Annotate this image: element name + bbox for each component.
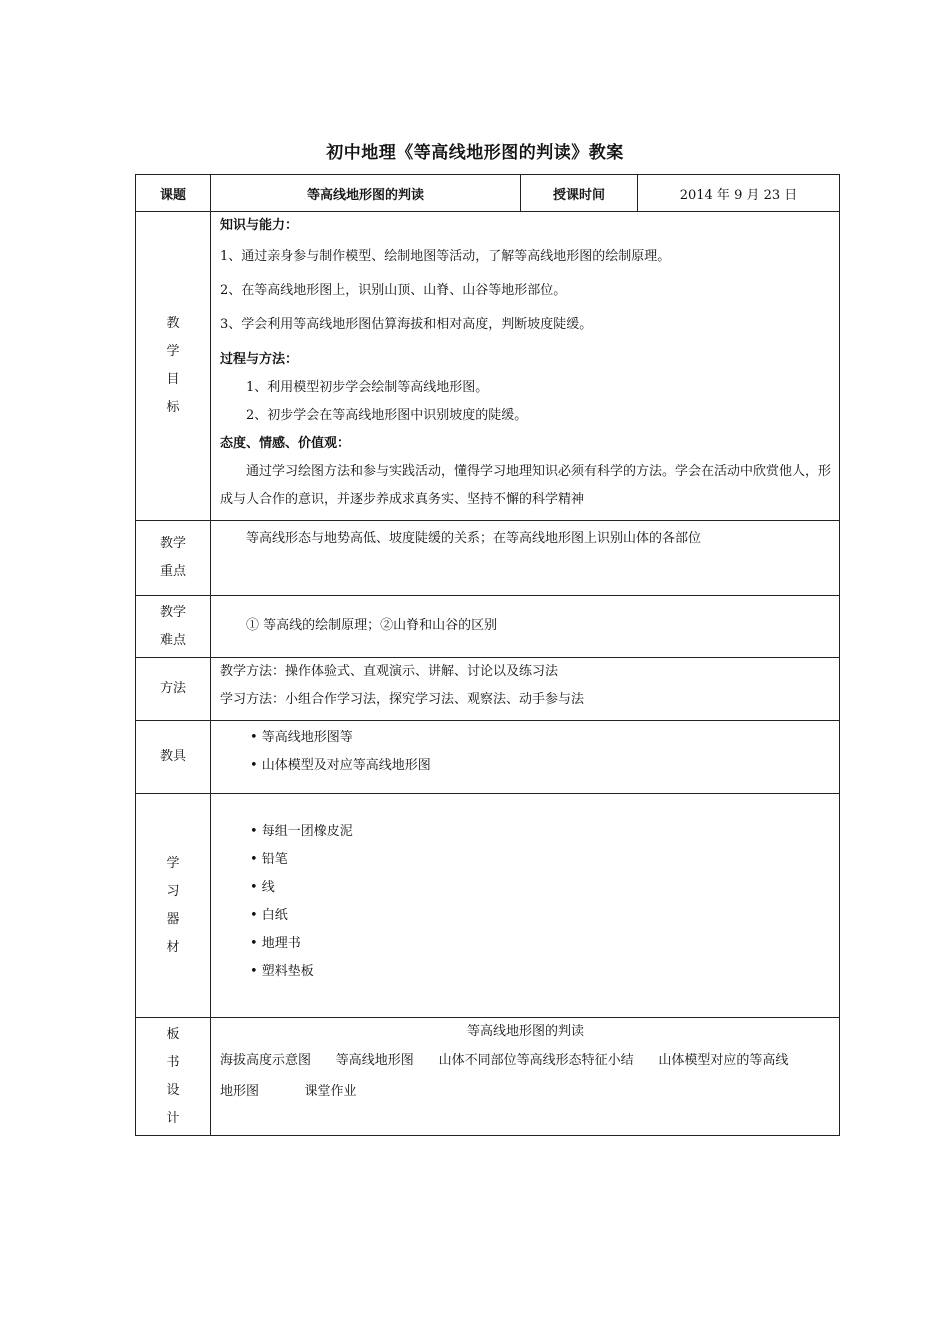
board-content — [211, 1018, 840, 1136]
label-char: 材 — [166, 939, 180, 955]
label-line: 重点 — [159, 564, 186, 579]
knowledge-item: 3、学会利用等高线地形图估算海拔和相对高度，判断坡度陡缓。 — [220, 317, 593, 332]
material-item: • 塑料垫板 — [250, 964, 314, 979]
material-item: • 每组一团橡皮泥 — [250, 824, 353, 839]
header-row — [136, 175, 840, 212]
label-char: 板 — [166, 1026, 180, 1042]
difficulties-text: ① 等高线的绘制原理；②山脊和山谷的区别 — [211, 596, 840, 658]
tools-label: 教具 — [136, 721, 211, 794]
label-char: 设 — [166, 1082, 180, 1098]
key-points-text: 等高线形态与地势高低、坡度陡缓的关系；在等高线地形图上识别山体的各部位 — [211, 521, 840, 596]
label-char: 习 — [166, 883, 180, 899]
difficulties-row — [136, 596, 840, 658]
label-char: 学 — [166, 855, 180, 871]
label-char: 标 — [166, 400, 180, 415]
method-line: 教学方法：操作体验式、直观演示、讲解、讨论以及练习法 — [220, 664, 559, 679]
materials-row — [136, 794, 840, 1018]
materials-label — [136, 794, 211, 1018]
objectives-content — [211, 212, 840, 521]
board-line: 海拔高度示意图 等高线地形图 山体不同部位等高线形态特征小结 山体模型对应的等高线 — [220, 1053, 789, 1068]
label-char: 器 — [166, 911, 180, 927]
label-char: 教 — [166, 316, 180, 331]
lesson-plan-table — [135, 174, 840, 1136]
label-char: 目 — [166, 372, 180, 387]
tool-item: • 山体模型及对应等高线地形图 — [250, 758, 431, 773]
process-item: 2、初步学会在等高线地形图中识别坡度的陡缓。 — [246, 408, 528, 423]
material-item: • 白纸 — [250, 908, 288, 923]
board-label — [136, 1018, 211, 1136]
board-row — [136, 1018, 840, 1136]
knowledge-heading: 知识与能力： — [220, 218, 299, 233]
difficulties-label — [136, 596, 211, 658]
topic-value: 等高线地形图的判读 — [211, 175, 521, 212]
label-line: 难点 — [159, 632, 186, 648]
label-line: 教学 — [159, 536, 186, 551]
topic-label: 课题 — [136, 175, 211, 212]
knowledge-item: 1、通过亲身参与制作模型、绘制地图等活动，了解等高线地形图的绘制原理。 — [220, 249, 671, 264]
label-char: 学 — [166, 344, 180, 359]
objectives-label — [136, 212, 211, 521]
label-line: 教学 — [159, 604, 186, 620]
label-char: 计 — [166, 1110, 180, 1126]
materials-content — [211, 794, 840, 1018]
methods-row — [136, 658, 840, 721]
process-heading: 过程与方法： — [220, 352, 299, 367]
key-points-row — [136, 521, 840, 596]
tools-content — [211, 721, 840, 794]
knowledge-item: 2、在等高线地形图上，识别山顶、山脊、山谷等地形部位。 — [220, 283, 567, 298]
material-item: • 铅笔 — [250, 852, 288, 867]
material-item: • 线 — [250, 880, 275, 895]
time-value: 2014 年 9 月 23 日 — [638, 175, 840, 212]
key-points-label — [136, 521, 211, 596]
time-label: 授课时间 — [521, 175, 638, 212]
board-title: 等高线地形图的判读 — [466, 1024, 584, 1039]
material-item: • 地理书 — [250, 936, 301, 951]
label-char: 书 — [166, 1054, 180, 1070]
process-item: 1、利用模型初步学会绘制等高线地形图。 — [246, 380, 489, 395]
tool-item: • 等高线地形图等 — [250, 730, 353, 745]
method-line: 学习方法：小组合作学习法，探究学习法、观察法、动手参与法 — [220, 692, 585, 707]
attitude-text: 通过学习绘图方法和参与实践活动，懂得学习地理知识必须有科学的方法。学会在活动中欣赏他人，形成与人合作的意识，并逐步养成求真务实、坚持不懈的科学精神 — [220, 464, 832, 507]
objectives-row — [136, 212, 840, 521]
document-title: 初中地理《等高线地形图的判读》教案 — [326, 143, 624, 163]
attitude-heading: 态度、情感、价值观： — [220, 436, 351, 451]
tools-row — [136, 721, 840, 794]
board-line: 地形图 课堂作业 — [220, 1084, 357, 1099]
methods-label: 方法 — [136, 658, 211, 721]
methods-content — [211, 658, 840, 721]
